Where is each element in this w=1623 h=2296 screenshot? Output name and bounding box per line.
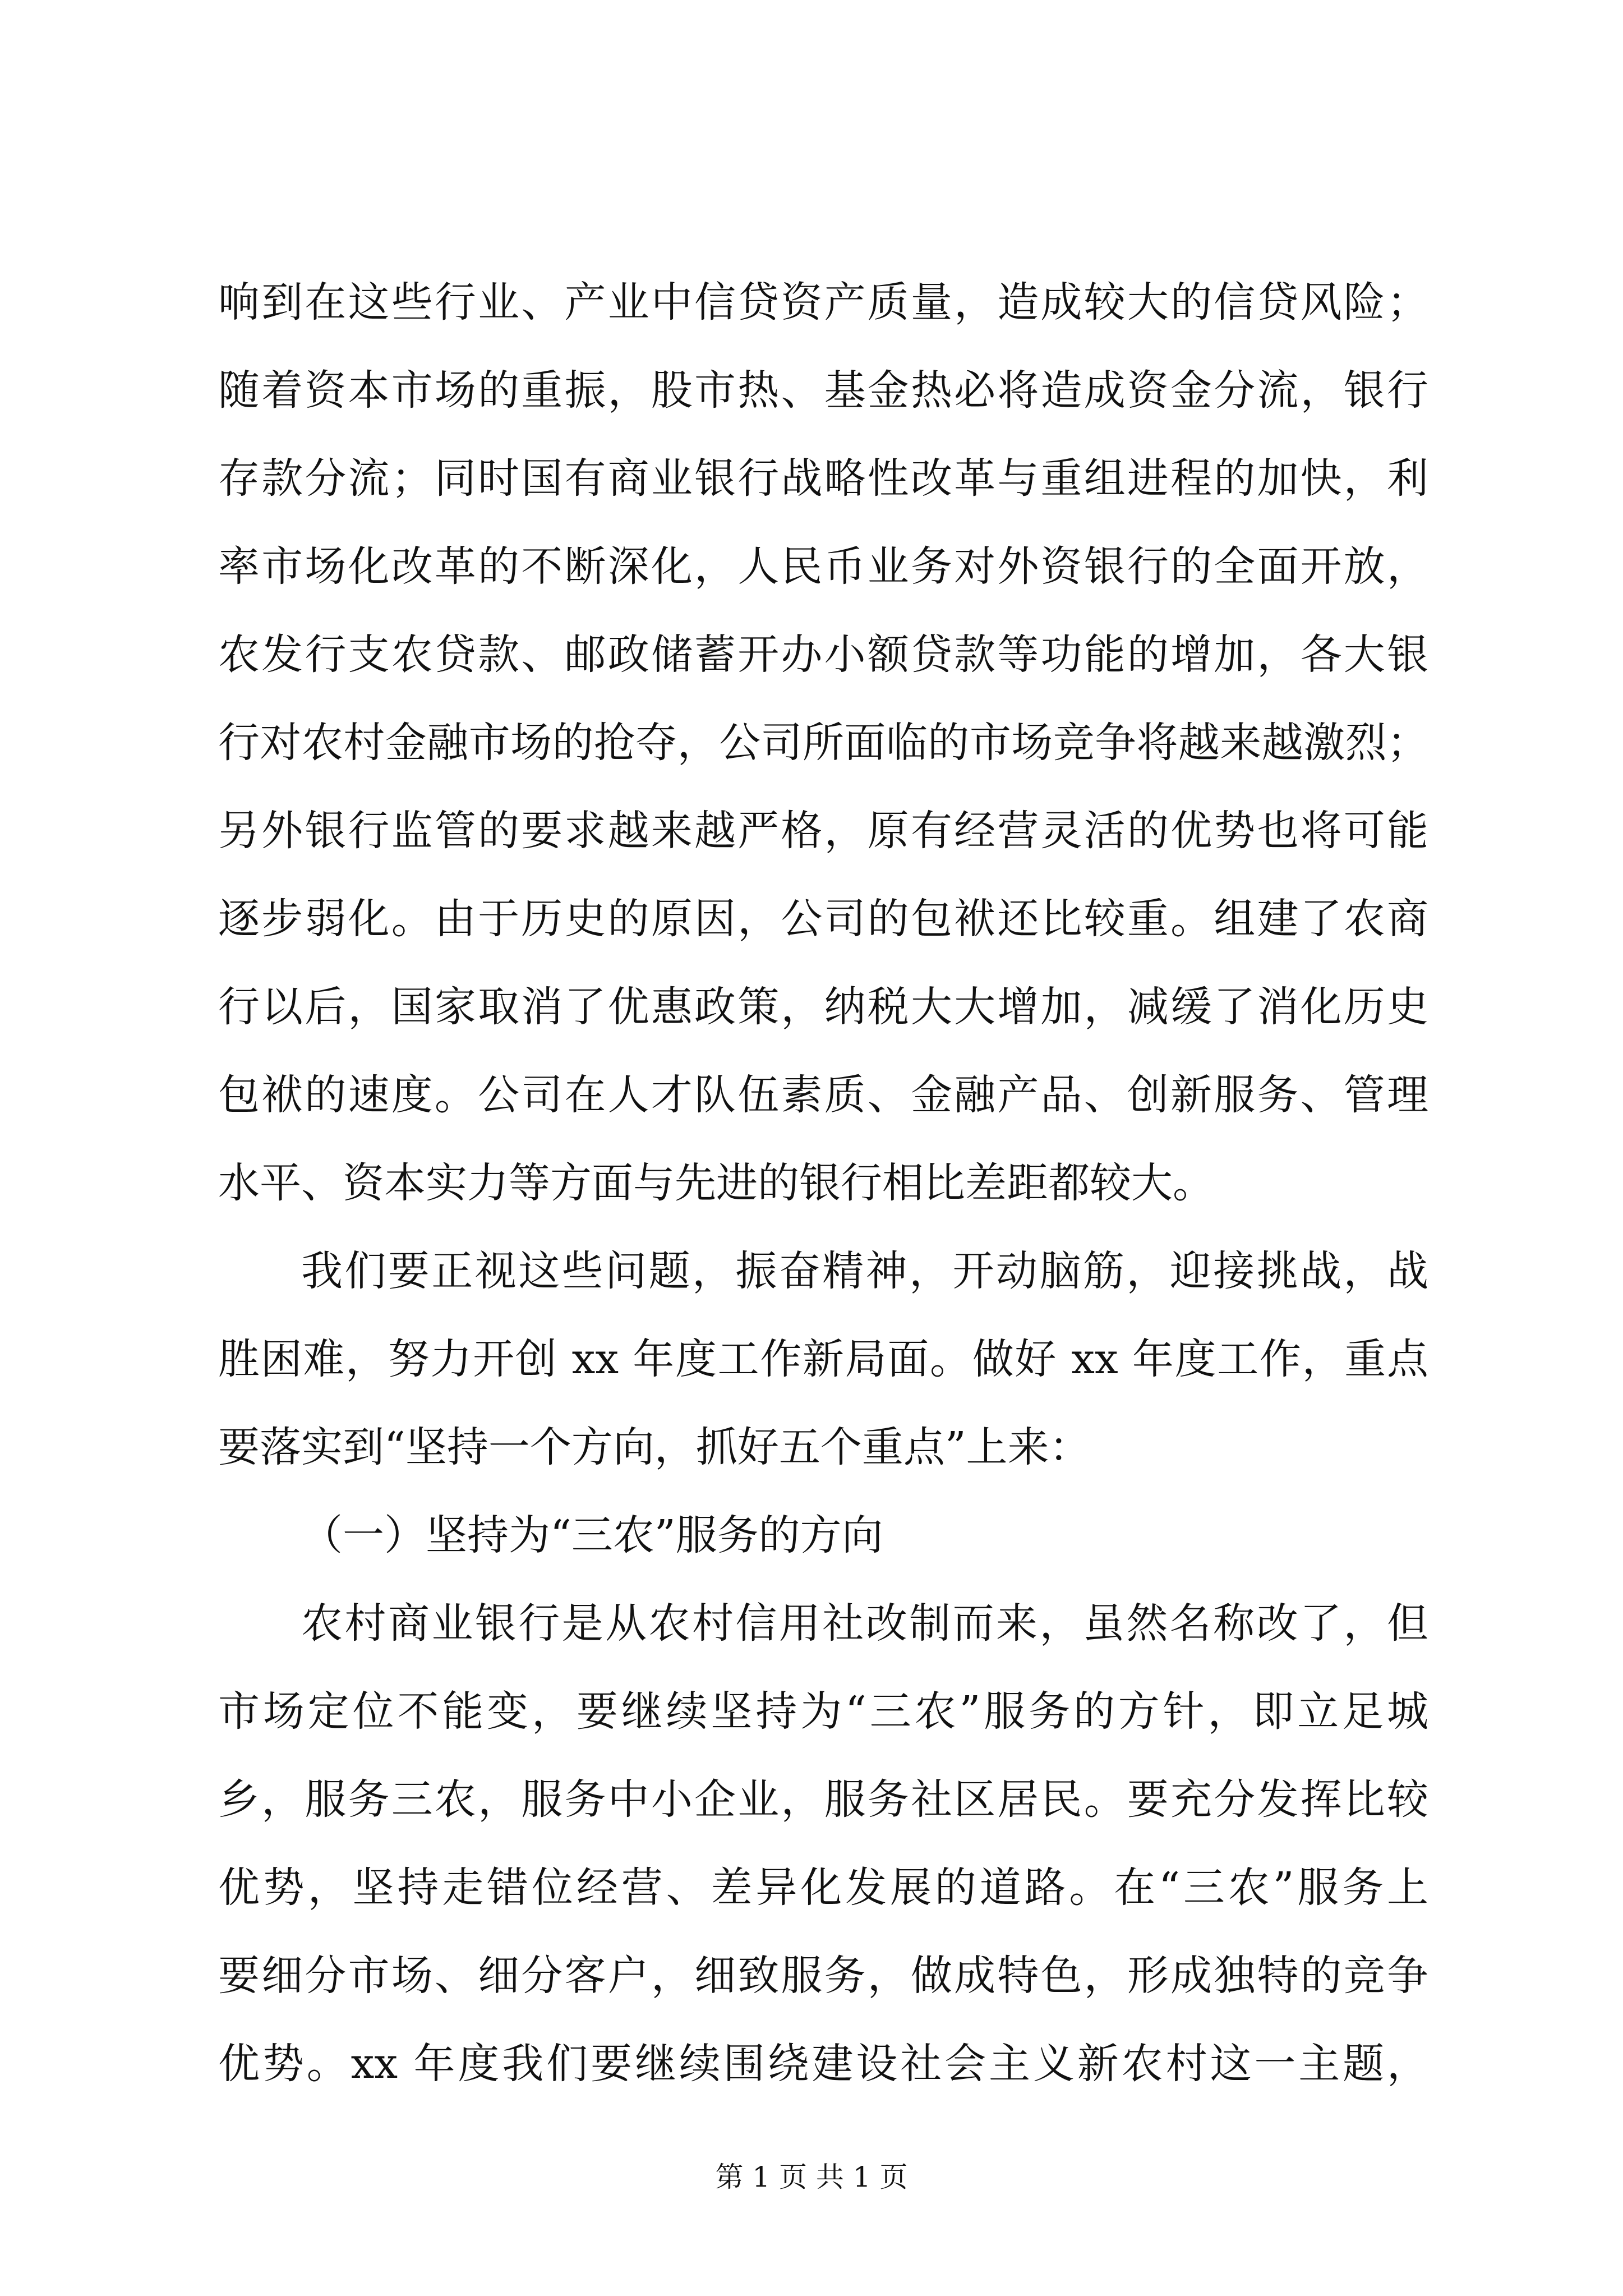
text-line: 要落实到“坚持一个方向，抓好五个重点”上来： — [218, 1423, 1091, 1471]
heading-line: （一）坚持为“三农”服务的方向 — [301, 1511, 883, 1559]
text-line: 要细分市场、细分客户，细致服务，做成特色，形成独特的竞争 — [218, 1952, 1428, 2000]
text-line: 行对农村金融市场的抢夺，公司所面临的市场竞争将越来越激烈； — [218, 719, 1428, 767]
text-line: 优势，坚持走错位经营、差异化发展的道路。在“三农”服务上 — [218, 1864, 1428, 1912]
text-line: 另外银行监管的要求越来越严格，原有经营灵活的优势也将可能 — [218, 807, 1428, 855]
paragraph — [218, 1227, 1428, 1492]
text-line: 随着资本市场的重振，股市热、基金热必将造成资金分流，银行 — [218, 366, 1428, 415]
text-line: 率市场化改革的不断深化，人民币业务对外资银行的全面开放， — [218, 542, 1428, 591]
text-line: 我们要正视这些问题，振奋精神，开动脑筋，迎接挑战，战 — [301, 1247, 1428, 1295]
text-line: 存款分流；同时国有商业银行战略性改革与重组进程的加快，利 — [218, 454, 1428, 503]
paragraph — [218, 1580, 1428, 2108]
paragraph-continued — [218, 259, 1428, 1227]
text-line: 优势。xx 年度我们要继续围绕建设社会主义新农村这一主题， — [218, 2040, 1428, 2088]
document-body — [218, 259, 1428, 2108]
text-line: 包袱的速度。公司在人才队伍素质、金融产品、创新服务、管理 — [218, 1071, 1428, 1119]
text-line: 农村商业银行是从农村信用社改制而来，虽然名称改了，但 — [301, 1599, 1428, 1648]
text-line: 逐步弱化。由于历史的原因，公司的包袱还比较重。组建了农商 — [218, 895, 1428, 943]
page-footer: 第 1 页 共 1 页 — [715, 2161, 908, 2193]
text-line: 市场定位不能变，要继续坚持为“三农”服务的方针，即立足城 — [218, 1687, 1428, 1736]
text-line: 农发行支农贷款、邮政储蓄开办小额贷款等功能的增加，各大银 — [218, 631, 1428, 679]
text-line: 胜困难，努力开创 xx 年度工作新局面。做好 xx 年度工作，重点 — [218, 1335, 1428, 1383]
section-heading — [218, 1492, 1428, 1580]
text-line: 乡，服务三农，服务中小企业，服务社区居民。要充分发挥比较 — [218, 1775, 1428, 1824]
text-line: 水平、资本实力等方面与先进的银行相比差距都较大。 — [218, 1159, 1214, 1207]
text-line: 响到在这些行业、产业中信贷资产质量，造成较大的信贷风险； — [218, 278, 1428, 326]
text-line: 行以后，国家取消了优惠政策，纳税大大增加，减缓了消化历史 — [218, 983, 1428, 1031]
